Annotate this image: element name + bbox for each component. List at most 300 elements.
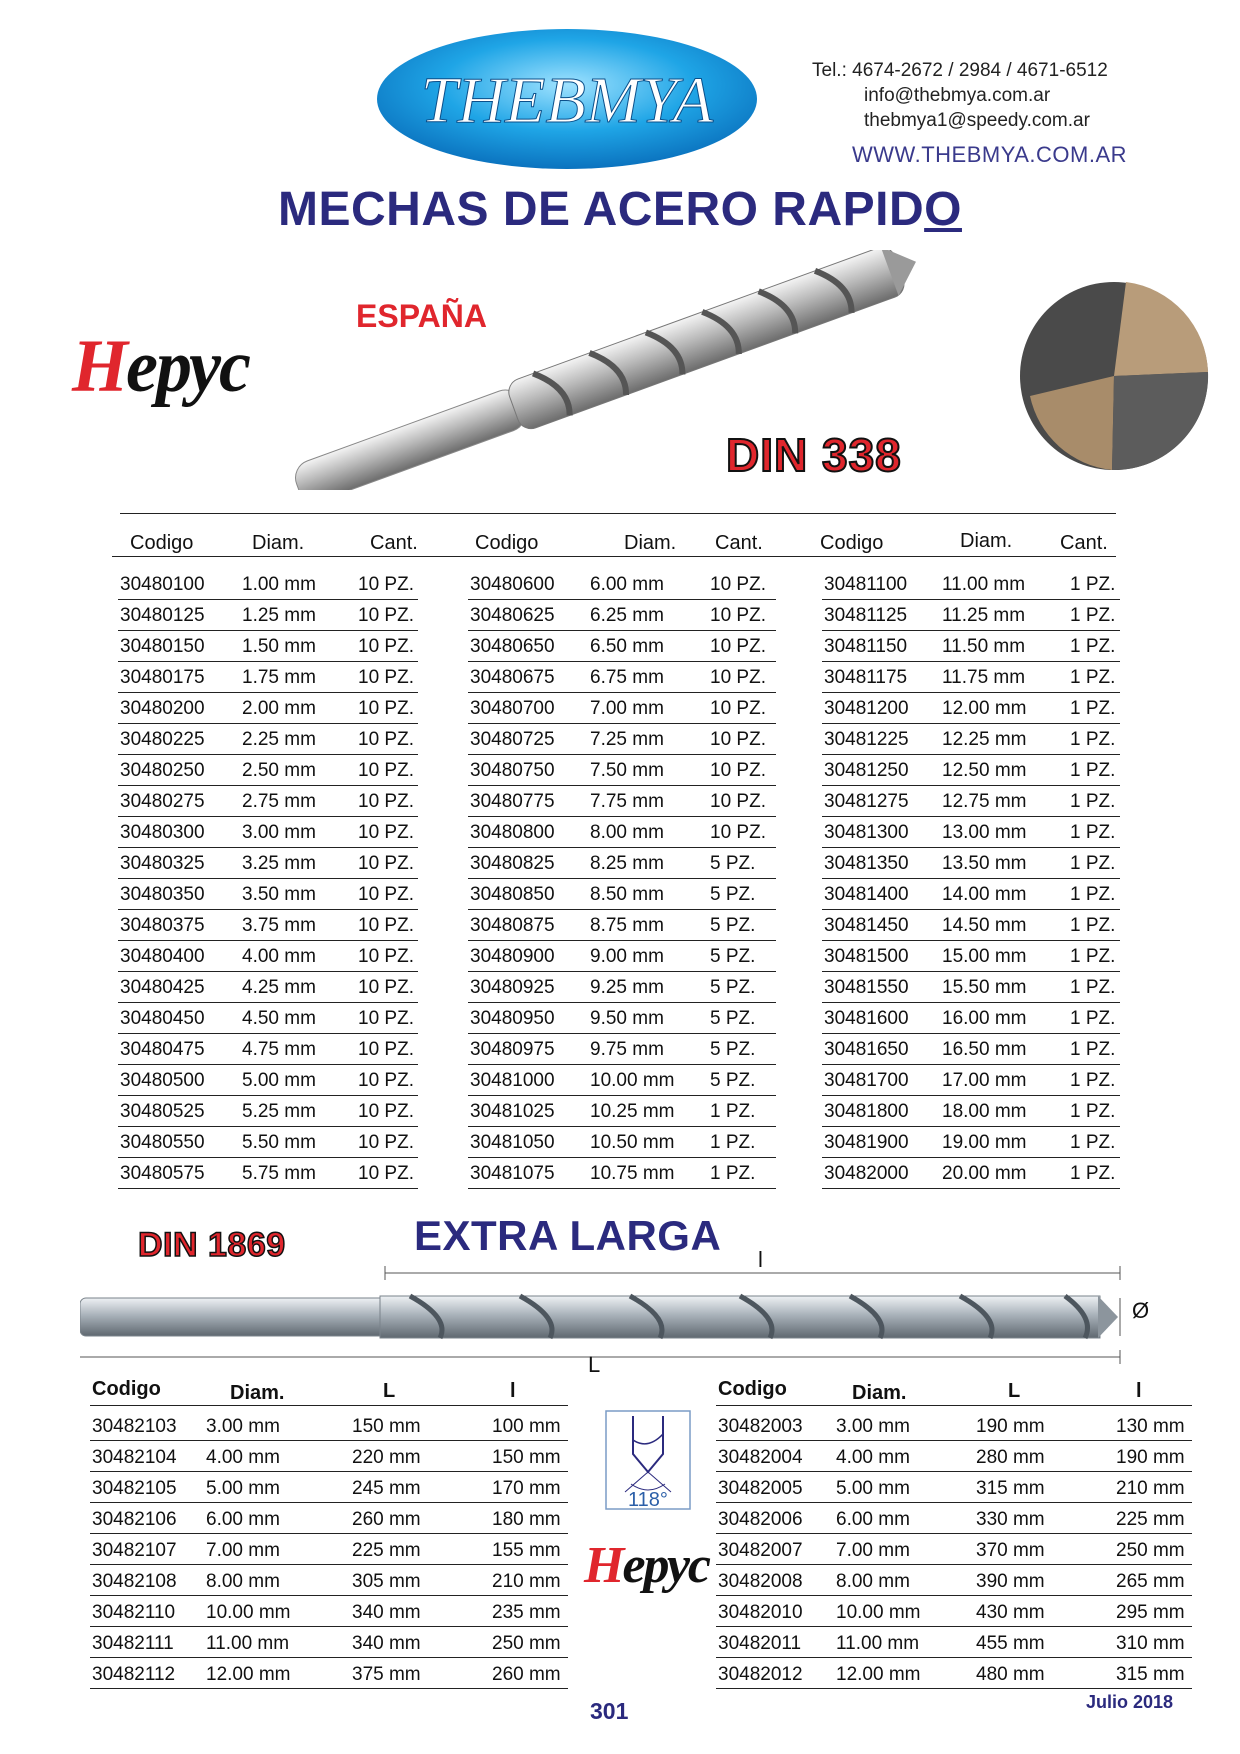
flute-length-cell: 250 mm bbox=[1116, 1540, 1185, 1561]
page-number: 301 bbox=[590, 1698, 629, 1724]
table-row bbox=[468, 847, 776, 879]
diameter-cell: 11.50 mm bbox=[942, 636, 1026, 657]
table-row bbox=[468, 630, 776, 662]
total-length-cell: 150 mm bbox=[352, 1416, 421, 1437]
quantity-cell: 1 PZ. bbox=[1070, 822, 1116, 843]
code-cell: 30480825 bbox=[470, 853, 555, 874]
diameter-cell: 8.50 mm bbox=[590, 884, 664, 905]
table-row bbox=[90, 1441, 568, 1472]
diameter-cell: 12.00 mm bbox=[836, 1664, 921, 1685]
diameter-cell: 12.25 mm bbox=[942, 729, 1027, 750]
table-row bbox=[90, 1596, 568, 1627]
diameter-cell: 5.75 mm bbox=[242, 1163, 316, 1184]
diameter-cell: 1.00 mm bbox=[242, 574, 316, 595]
code-cell: 30480350 bbox=[120, 884, 205, 905]
diameter-cell: 10.50 mm bbox=[590, 1132, 675, 1153]
code-cell: 30480850 bbox=[470, 884, 555, 905]
page-title bbox=[0, 182, 1240, 237]
diameter-cell: 7.50 mm bbox=[590, 760, 664, 781]
flute-length-cell: 210 mm bbox=[492, 1571, 561, 1592]
table-row bbox=[118, 1033, 418, 1065]
table-row bbox=[822, 568, 1120, 600]
diameter-cell: 11.00 mm bbox=[836, 1633, 920, 1654]
table-row bbox=[822, 1002, 1120, 1034]
flute-length-cell: 150 mm bbox=[492, 1447, 561, 1468]
diameter-cell: 9.75 mm bbox=[590, 1039, 664, 1060]
diameter-cell: 4.00 mm bbox=[242, 946, 316, 967]
total-length-cell: 260 mm bbox=[352, 1509, 421, 1530]
table-row bbox=[822, 971, 1120, 1003]
code-cell: 30480175 bbox=[120, 667, 205, 688]
table-row bbox=[716, 1472, 1192, 1503]
flute-length-cell: 130 mm bbox=[1116, 1416, 1185, 1437]
table-row bbox=[468, 785, 776, 817]
table-row bbox=[716, 1534, 1192, 1565]
table-row bbox=[822, 878, 1120, 910]
flute-length-cell: 210 mm bbox=[1116, 1478, 1185, 1499]
table-row bbox=[822, 785, 1120, 817]
total-length-cell: 480 mm bbox=[976, 1664, 1045, 1685]
table-row bbox=[822, 661, 1120, 693]
table-row bbox=[118, 692, 418, 724]
diameter-cell: 9.25 mm bbox=[590, 977, 664, 998]
quantity-cell: 1 PZ. bbox=[1070, 1070, 1116, 1091]
col-header-qty: Cant. bbox=[715, 532, 763, 554]
total-length-cell: 225 mm bbox=[352, 1540, 421, 1561]
total-length-cell: 330 mm bbox=[976, 1509, 1045, 1530]
diameter-cell: 5.00 mm bbox=[206, 1478, 280, 1499]
table-row bbox=[118, 1157, 418, 1189]
code-cell: 30480400 bbox=[120, 946, 205, 967]
diameter-cell: 13.00 mm bbox=[942, 822, 1027, 843]
din-338-label: DIN 338 bbox=[726, 429, 902, 481]
table-row bbox=[118, 1002, 418, 1034]
quantity-cell: 1 PZ. bbox=[1070, 1101, 1116, 1122]
quantity-cell: 5 PZ. bbox=[710, 1070, 756, 1091]
table-row bbox=[468, 940, 776, 972]
table-row bbox=[90, 1658, 568, 1689]
quantity-cell: 5 PZ. bbox=[710, 977, 756, 998]
col-header-diam: Diam. bbox=[252, 532, 305, 554]
code-cell: 30480750 bbox=[470, 760, 555, 781]
table-row bbox=[822, 1157, 1120, 1189]
table-row bbox=[822, 1033, 1120, 1065]
total-length-cell: 390 mm bbox=[976, 1571, 1045, 1592]
diameter-cell: 6.50 mm bbox=[590, 636, 664, 657]
quantity-cell: 1 PZ. bbox=[1070, 1163, 1116, 1184]
diameter-cell: 4.00 mm bbox=[836, 1447, 910, 1468]
diameter-cell: 7.75 mm bbox=[590, 791, 664, 812]
table-row bbox=[90, 1565, 568, 1596]
table-row bbox=[468, 754, 776, 786]
page-title-main: MECHAS DE ACERO RAPID bbox=[278, 183, 925, 236]
table-row bbox=[716, 1658, 1192, 1689]
flute-length-cell: 235 mm bbox=[492, 1602, 561, 1623]
diameter-cell: 17.00 mm bbox=[942, 1070, 1027, 1091]
code-cell: 30481275 bbox=[824, 791, 909, 812]
quantity-cell: 5 PZ. bbox=[710, 853, 756, 874]
table-row bbox=[822, 940, 1120, 972]
diameter-cell: 2.50 mm bbox=[242, 760, 316, 781]
quantity-cell: 5 PZ. bbox=[710, 946, 756, 967]
diameter-cell: 5.25 mm bbox=[242, 1101, 316, 1122]
table-row bbox=[118, 630, 418, 662]
code-cell: 30481500 bbox=[824, 946, 909, 967]
code-cell: 30482010 bbox=[718, 1602, 803, 1623]
diameter-cell: 5.00 mm bbox=[242, 1070, 316, 1091]
diameter-cell: 7.00 mm bbox=[206, 1540, 280, 1561]
company-logo bbox=[373, 26, 761, 172]
diameter-cell: 11.00 mm bbox=[206, 1633, 290, 1654]
code-cell: 30480425 bbox=[120, 977, 205, 998]
code-cell: 30480675 bbox=[470, 667, 555, 688]
table-row bbox=[90, 1410, 568, 1441]
code-cell: 30480975 bbox=[470, 1039, 555, 1060]
col-header-code: Codigo bbox=[820, 532, 884, 554]
quantity-cell: 10 PZ. bbox=[358, 915, 414, 936]
diameter-cell: 20.00 mm bbox=[942, 1163, 1027, 1184]
code-cell: 30481350 bbox=[824, 853, 909, 874]
diameter-cell: 16.00 mm bbox=[942, 1008, 1027, 1029]
table-row bbox=[716, 1565, 1192, 1596]
code-cell: 30482011 bbox=[718, 1633, 802, 1654]
diameter-cell: 4.00 mm bbox=[206, 1447, 280, 1468]
origin-country: ESPAÑA bbox=[356, 298, 487, 334]
code-cell: 30480450 bbox=[120, 1008, 205, 1029]
quantity-cell: 1 PZ. bbox=[1070, 1039, 1116, 1060]
flute-length-cell: 315 mm bbox=[1116, 1664, 1185, 1685]
quantity-cell: 10 PZ. bbox=[710, 729, 766, 750]
quantity-cell: 10 PZ. bbox=[710, 791, 766, 812]
code-cell: 30480150 bbox=[120, 636, 205, 657]
table-row bbox=[468, 1157, 776, 1189]
diameter-cell: 12.00 mm bbox=[206, 1664, 291, 1685]
quantity-cell: 10 PZ. bbox=[710, 822, 766, 843]
diameter-cell: 10.00 mm bbox=[206, 1602, 291, 1623]
code-cell: 30482012 bbox=[718, 1664, 803, 1685]
diameter-cell: 4.50 mm bbox=[242, 1008, 316, 1029]
table-row bbox=[822, 847, 1120, 879]
quantity-cell: 10 PZ. bbox=[358, 1132, 414, 1153]
quantity-cell: 1 PZ. bbox=[710, 1132, 756, 1153]
table-row bbox=[716, 1596, 1192, 1627]
code-cell: 30482112 bbox=[92, 1664, 176, 1685]
table-row bbox=[118, 909, 418, 941]
diameter-cell: 2.25 mm bbox=[242, 729, 316, 750]
code-cell: 30482110 bbox=[92, 1602, 176, 1623]
flute-length-cell: 100 mm bbox=[492, 1416, 561, 1437]
diameter-cell: 9.50 mm bbox=[590, 1008, 664, 1029]
table-top-rule bbox=[120, 513, 1116, 514]
col-header-code: Codigo bbox=[718, 1378, 787, 1400]
flute-length-cell: 295 mm bbox=[1116, 1602, 1185, 1623]
table-row bbox=[716, 1410, 1192, 1441]
diameter-cell: 11.75 mm bbox=[942, 667, 1026, 688]
table-row bbox=[118, 754, 418, 786]
quantity-cell: 1 PZ. bbox=[710, 1101, 756, 1122]
code-cell: 30482108 bbox=[92, 1571, 177, 1592]
table-header-rule bbox=[716, 1405, 1192, 1406]
table-row bbox=[118, 1126, 418, 1158]
table-row bbox=[468, 723, 776, 755]
quantity-cell: 10 PZ. bbox=[358, 636, 414, 657]
code-cell: 30481450 bbox=[824, 915, 909, 936]
diameter-cell: 10.25 mm bbox=[590, 1101, 675, 1122]
edition-date: Julio 2018 bbox=[1086, 1692, 1174, 1712]
table-row bbox=[90, 1472, 568, 1503]
table-row bbox=[468, 568, 776, 600]
code-cell: 30482107 bbox=[92, 1540, 177, 1561]
code-cell: 30482008 bbox=[718, 1571, 803, 1592]
diameter-cell: 5.00 mm bbox=[836, 1478, 910, 1499]
code-cell: 30481000 bbox=[470, 1070, 555, 1091]
code-cell: 30482106 bbox=[92, 1509, 177, 1530]
total-length-cell: 305 mm bbox=[352, 1571, 421, 1592]
diameter-cell: 6.00 mm bbox=[836, 1509, 910, 1530]
total-length-cell: 340 mm bbox=[352, 1633, 421, 1654]
brand-logo-secondary: Нерус bbox=[584, 1537, 710, 1594]
code-cell: 30480125 bbox=[120, 605, 205, 626]
table-header-rule bbox=[90, 1405, 568, 1406]
flute-length-cell: 155 mm bbox=[492, 1540, 561, 1561]
table-row bbox=[822, 723, 1120, 755]
code-cell: 30480900 bbox=[470, 946, 555, 967]
total-length-cell: 280 mm bbox=[976, 1447, 1045, 1468]
table-row bbox=[118, 723, 418, 755]
table-row bbox=[90, 1534, 568, 1565]
code-cell: 30481650 bbox=[824, 1039, 909, 1060]
website-url: WWW.THEBMYA.COM.AR bbox=[852, 142, 1128, 167]
table-row bbox=[118, 661, 418, 693]
code-cell: 30481300 bbox=[824, 822, 909, 843]
diameter-cell: 8.00 mm bbox=[836, 1571, 910, 1592]
diameter-label: Ø bbox=[1132, 1298, 1150, 1323]
diameter-cell: 2.75 mm bbox=[242, 791, 316, 812]
diameter-cell: 3.75 mm bbox=[242, 915, 316, 936]
diameter-cell: 12.00 mm bbox=[942, 698, 1027, 719]
quantity-cell: 10 PZ. bbox=[358, 1008, 414, 1029]
quantity-cell: 10 PZ. bbox=[358, 574, 414, 595]
table-row bbox=[822, 1064, 1120, 1096]
diameter-cell: 1.50 mm bbox=[242, 636, 316, 657]
quantity-cell: 10 PZ. bbox=[358, 698, 414, 719]
diameter-cell: 19.00 mm bbox=[942, 1132, 1027, 1153]
code-cell: 30482003 bbox=[718, 1416, 803, 1437]
col-header-flute-length: l bbox=[1136, 1380, 1142, 1402]
diameter-cell: 8.75 mm bbox=[590, 915, 664, 936]
email-info: info@thebmya.com.ar bbox=[864, 85, 1051, 106]
code-cell: 30481250 bbox=[824, 760, 909, 781]
total-length-cell: 220 mm bbox=[352, 1447, 421, 1468]
col-header-diam: Diam. bbox=[852, 1382, 907, 1404]
diameter-cell: 4.25 mm bbox=[242, 977, 316, 998]
quantity-cell: 10 PZ. bbox=[710, 636, 766, 657]
table-row bbox=[118, 1064, 418, 1096]
point-angle-value: 118° bbox=[628, 1489, 668, 1510]
col-header-total-length: L bbox=[1008, 1380, 1021, 1402]
contact-info bbox=[812, 58, 1142, 133]
code-cell: 30480700 bbox=[470, 698, 555, 719]
table-row bbox=[468, 661, 776, 693]
code-cell: 30480775 bbox=[470, 791, 555, 812]
diameter-cell: 10.00 mm bbox=[590, 1070, 675, 1091]
code-cell: 30481025 bbox=[470, 1101, 555, 1122]
diameter-cell: 14.00 mm bbox=[942, 884, 1027, 905]
code-cell: 30481175 bbox=[824, 667, 908, 688]
diameter-cell: 3.50 mm bbox=[242, 884, 316, 905]
col-header-diam: Diam. bbox=[960, 530, 1013, 552]
code-cell: 30480875 bbox=[470, 915, 555, 936]
diameter-cell: 15.50 mm bbox=[942, 977, 1027, 998]
quantity-cell: 10 PZ. bbox=[358, 667, 414, 688]
quantity-cell: 10 PZ. bbox=[358, 884, 414, 905]
table-row bbox=[468, 692, 776, 724]
code-cell: 30480100 bbox=[120, 574, 205, 595]
quantity-cell: 10 PZ. bbox=[358, 946, 414, 967]
code-cell: 30480625 bbox=[470, 605, 555, 626]
quantity-cell: 1 PZ. bbox=[1070, 729, 1116, 750]
code-cell: 30481800 bbox=[824, 1101, 909, 1122]
quantity-cell: 1 PZ. bbox=[1070, 760, 1116, 781]
brand-logo: Нерус bbox=[72, 324, 249, 408]
quantity-cell: 1 PZ. bbox=[1070, 1132, 1116, 1153]
quantity-cell: 1 PZ. bbox=[1070, 853, 1116, 874]
table-row bbox=[468, 816, 776, 848]
diameter-cell: 7.25 mm bbox=[590, 729, 664, 750]
quantity-cell: 10 PZ. bbox=[710, 574, 766, 595]
code-cell: 30480375 bbox=[120, 915, 205, 936]
diameter-cell: 14.50 mm bbox=[942, 915, 1027, 936]
quantity-cell: 1 PZ. bbox=[1070, 698, 1116, 719]
quantity-cell: 10 PZ. bbox=[358, 729, 414, 750]
code-cell: 30481550 bbox=[824, 977, 909, 998]
total-length-cell: 315 mm bbox=[976, 1478, 1045, 1499]
code-cell: 30480500 bbox=[120, 1070, 205, 1091]
table-row bbox=[822, 816, 1120, 848]
table-row bbox=[716, 1503, 1192, 1534]
diameter-cell: 1.75 mm bbox=[242, 667, 316, 688]
code-cell: 30482104 bbox=[92, 1447, 177, 1468]
code-cell: 30481400 bbox=[824, 884, 909, 905]
quantity-cell: 10 PZ. bbox=[710, 667, 766, 688]
diameter-cell: 3.00 mm bbox=[206, 1416, 280, 1437]
email-secondary: thebmya1@speedy.com.ar bbox=[864, 110, 1090, 131]
quantity-cell: 1 PZ. bbox=[1070, 791, 1116, 812]
table-row bbox=[118, 878, 418, 910]
col-header-diam: Diam. bbox=[230, 1382, 285, 1404]
quantity-cell: 5 PZ. bbox=[710, 884, 756, 905]
diameter-cell: 10.00 mm bbox=[836, 1602, 921, 1623]
code-cell: 30481150 bbox=[824, 636, 908, 657]
code-cell: 30480800 bbox=[470, 822, 555, 843]
code-cell: 30481200 bbox=[824, 698, 909, 719]
diameter-cell: 8.25 mm bbox=[590, 853, 664, 874]
quantity-cell: 1 PZ. bbox=[1070, 977, 1116, 998]
page-title-last-letter: O bbox=[924, 183, 962, 236]
diameter-cell: 10.75 mm bbox=[590, 1163, 675, 1184]
code-cell: 30482105 bbox=[92, 1478, 177, 1499]
diameter-cell: 4.75 mm bbox=[242, 1039, 316, 1060]
quantity-cell: 10 PZ. bbox=[358, 1101, 414, 1122]
point-angle-icon bbox=[605, 1410, 691, 1510]
phone-numbers: Tel.: 4674-2672 / 2984 / 4671-6512 bbox=[812, 60, 1108, 81]
diameter-cell: 7.00 mm bbox=[836, 1540, 910, 1561]
code-cell: 30481050 bbox=[470, 1132, 555, 1153]
diameter-cell: 2.00 mm bbox=[242, 698, 316, 719]
code-cell: 30481100 bbox=[824, 574, 908, 595]
quantity-cell: 1 PZ. bbox=[1070, 1008, 1116, 1029]
code-cell: 30480225 bbox=[120, 729, 205, 750]
table-row bbox=[822, 599, 1120, 631]
col-header-qty: Cant. bbox=[1060, 532, 1108, 554]
code-cell: 30482103 bbox=[92, 1416, 177, 1437]
quantity-cell: 10 PZ. bbox=[710, 760, 766, 781]
total-length-cell: 375 mm bbox=[352, 1664, 421, 1685]
quantity-cell: 5 PZ. bbox=[710, 1008, 756, 1029]
table-row bbox=[468, 599, 776, 631]
table-row bbox=[118, 1095, 418, 1127]
col-header-total-length: L bbox=[383, 1380, 396, 1402]
quantity-cell: 1 PZ. bbox=[1070, 667, 1116, 688]
code-cell: 30482006 bbox=[718, 1509, 803, 1530]
section-title: EXTRA LARGA bbox=[414, 1212, 722, 1259]
code-cell: 30480925 bbox=[470, 977, 555, 998]
long-drill-bit-image bbox=[80, 1260, 1170, 1370]
table-row bbox=[118, 847, 418, 879]
flute-length-cell: 225 mm bbox=[1116, 1509, 1185, 1530]
total-length-label: L bbox=[588, 1352, 601, 1377]
flute-length-cell: 170 mm bbox=[492, 1478, 561, 1499]
total-length-cell: 430 mm bbox=[976, 1602, 1045, 1623]
diameter-cell: 16.50 mm bbox=[942, 1039, 1027, 1060]
col-header-code: Codigo bbox=[92, 1378, 161, 1400]
col-header-code: Codigo bbox=[130, 532, 194, 554]
code-cell: 30482005 bbox=[718, 1478, 803, 1499]
code-cell: 30480250 bbox=[120, 760, 205, 781]
quantity-cell: 1 PZ. bbox=[1070, 946, 1116, 967]
table-row bbox=[90, 1503, 568, 1534]
table-row bbox=[822, 1095, 1120, 1127]
quantity-cell: 1 PZ. bbox=[1070, 915, 1116, 936]
table-row bbox=[118, 940, 418, 972]
table-row bbox=[118, 599, 418, 631]
quantity-cell: 10 PZ. bbox=[710, 698, 766, 719]
table-row bbox=[468, 1095, 776, 1127]
quantity-cell: 10 PZ. bbox=[358, 853, 414, 874]
flute-length-cell: 190 mm bbox=[1116, 1447, 1185, 1468]
code-cell: 30480200 bbox=[120, 698, 205, 719]
table-row bbox=[822, 754, 1120, 786]
quantity-cell: 10 PZ. bbox=[358, 1039, 414, 1060]
table-row bbox=[468, 1126, 776, 1158]
flute-length-cell: 180 mm bbox=[492, 1509, 561, 1530]
code-cell: 30480550 bbox=[120, 1132, 205, 1153]
table-row bbox=[118, 971, 418, 1003]
code-cell: 30482111 bbox=[92, 1633, 174, 1654]
drill-tip-image bbox=[1016, 276, 1212, 476]
table-row bbox=[822, 692, 1120, 724]
quantity-cell: 1 PZ. bbox=[1070, 636, 1116, 657]
diameter-cell: 12.75 mm bbox=[942, 791, 1027, 812]
diameter-cell: 6.00 mm bbox=[590, 574, 664, 595]
diameter-cell: 6.00 mm bbox=[206, 1509, 280, 1530]
din-1869-label: DIN 1869 bbox=[138, 1226, 286, 1264]
table-row bbox=[118, 816, 418, 848]
table-row bbox=[468, 1002, 776, 1034]
diameter-cell: 18.00 mm bbox=[942, 1101, 1027, 1122]
code-cell: 30480525 bbox=[120, 1101, 205, 1122]
code-cell: 30480325 bbox=[120, 853, 205, 874]
